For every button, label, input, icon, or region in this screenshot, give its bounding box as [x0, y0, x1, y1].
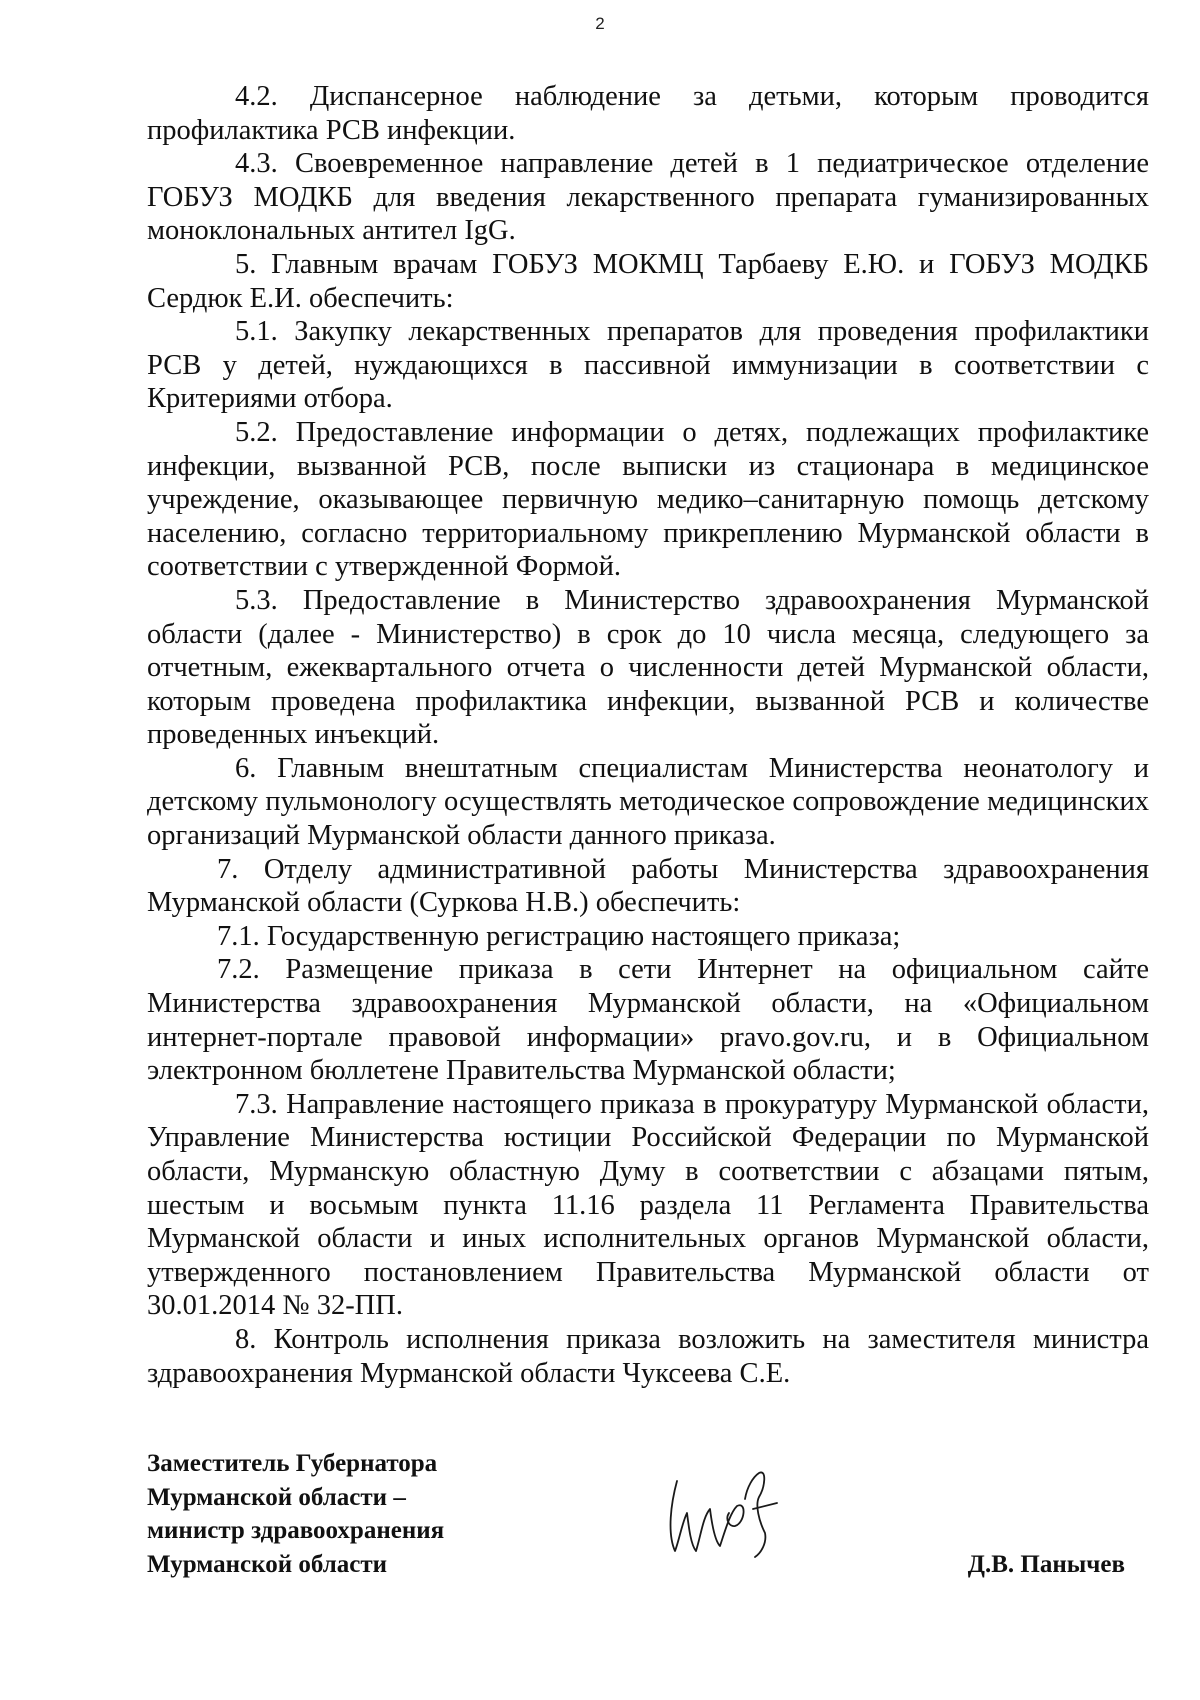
document-body [147, 80, 1149, 1390]
paragraph-5-2: 5.2. Предоставление информации о детях, подлежащих профилактике инфекции, вызванной РСВ, после выписки из стационара в медицинское учреждение, оказывающее первичную медико–санитарную помощь детскому населению, согласно территориальному прикреплению Мурманской области в соответствии с утвержденной Формой. [147, 416, 1149, 583]
paragraph-4-3: 4.3. Своевременное направление детей в 1 педиатрическое отделение ГОБУЗ МОДКБ для введения лекарственного препарата гуманизированных моноклональных антител IgG. [147, 148, 1149, 247]
paragraph-7-1: 7.1. Государственную регистрацию настоящего приказа; [217, 920, 901, 952]
paragraph-5: 5. Главным врачам ГОБУЗ МОКМЦ Тарбаеву Е.Ю. и ГОБУЗ МОДКБ Сердюк Е.И. обеспечить: [147, 248, 1149, 314]
signatory-title-line: Заместитель Губернатора [147, 1450, 438, 1477]
signatory-title-line: министр здравоохранения [147, 1517, 445, 1544]
paragraph-5-3: 5.3. Предоставление в Министерство здравоохранения Мурманской области (далее - Министерство) в срок до 10 числа месяца, следующего за отчетным, ежеквартального отчета о численности детей Мурманской области, которым проведена профилактика инфекции, вызванной РСВ и количестве проведенных инъекций. [147, 584, 1149, 751]
signatory-name: Д.В. Панычев [967, 1551, 1125, 1578]
paragraph-4-2: 4.2. Диспансерное наблюдение за детьми, которым проводится профилактика РСВ инфекции. [147, 81, 1149, 146]
signature-block [147, 1447, 1149, 1597]
signatory-title [147, 1447, 567, 1581]
paragraph-7-3: 7.3. Направление настоящего приказа в прокуратуру Мурманской области, Управление Министерства юстиции Российской Федерации по Мурманской области, Мурманскую областную Думу в соответствии с абзацами пятым, шестым и восьмым пункта 11.16 раздела 11 Регламента Правительства Мурманской области и иных исполнительных органов Мурманской области, утвержденного постановлением Правительства Мурманской области от 30.01.2014 № 32-ПП. [147, 1088, 1149, 1322]
signatory-title-line: Мурманской области [147, 1550, 388, 1578]
paragraph-6: 6. Главным внештатным специалистам Министерства неонатологу и детскому пульмонологу осуществлять методическое сопровождение медицинских организаций Мурманской области данного приказа. [147, 752, 1149, 852]
paragraph-7: 7. Отделу административной работы Министерства здравоохранения Мурманской области (Суркова Н.В.) обеспечить: [147, 853, 1149, 919]
page-number: 2 [595, 14, 605, 33]
paragraph-8: 8. Контроль исполнения приказа возложить на заместителя министра здравоохранения Мурманской области Чуксеева С.Е. [147, 1323, 1149, 1389]
paragraph-7-2: 7.2. Размещение приказа в сети Интернет на официальном сайте Министерства здравоохранения Мурманской области, на «Официальном интернет-портале правовой информации» pravo.gov.ru, и в Официальном электронном бюллетене Правительства Мурманской области; [147, 954, 1149, 1087]
signatory-title-line: Мурманской области – [147, 1483, 406, 1511]
handwritten-signature [655, 1451, 805, 1563]
paragraph-5-1: 5.1. Закупку лекарственных препаратов для проведения профилактики РСВ у детей, нуждающихся в пассивной иммунизации в соответствии с Критериями отбора. [147, 316, 1149, 415]
